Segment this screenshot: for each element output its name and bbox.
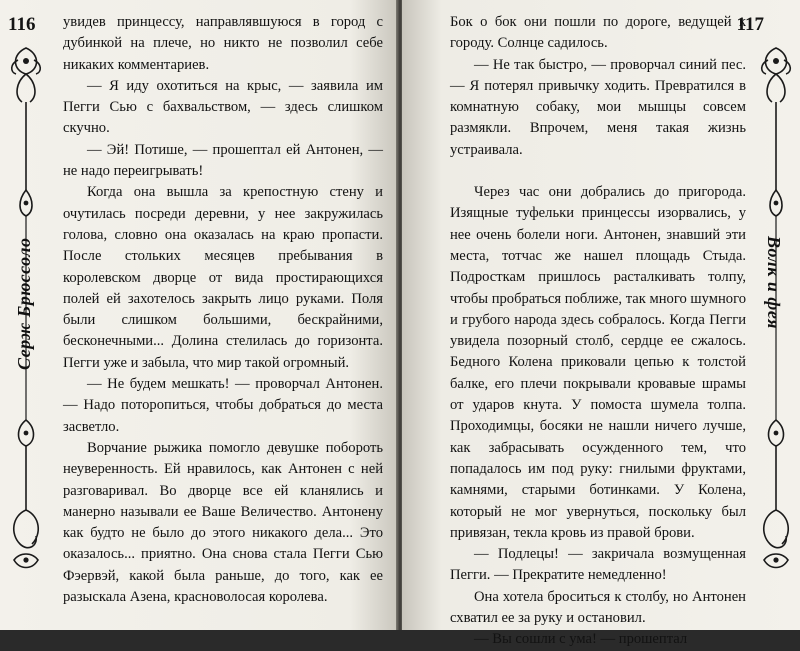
paragraph: — Я иду охотиться на крыс, — заявила им Пегги Сью с бахвальством, — здесь слишком скучно. [63, 77, 383, 137]
left-page-text [63, 12, 383, 608]
paragraph: — Не будем мешкать! — проворчал Антонен. — Надо поторопиться, чтобы добраться до места засветло. [63, 376, 383, 435]
paragraph: Через час они добрались до пригорода. Изящные туфельки принцессы изорвались, у нее очень болели ноги. Антонен, знавший эти места, тотчас же нашел площадь Стыда. Подросткам пришлось расталкивать толпу, чтобы пробраться поближе, так много шумного и грубого народа здесь собралось. Когда Пегги увидела позорный столб, сердце ее сжалось. Бедного Колена приковали цепью к толстой балке, его плечи покрывали кровавые шрамы от ударов кнута. У помоста шумела толпа. Проходимцы, босяки не нашли ничего лучше, как забрасывать осужденного тем, что попадалось им под руку: гнилыми фруктами, камнями, старыми ботинками. У Колена, который не мог увернуться, поскольку был привязан, текла кровь из правой брови. [450, 184, 747, 541]
paragraph: — Не так быстро, — проворчал синий пес. — Я потерял привычку ходить. Превратился в комнатную собаку, мои мышцы совсем размякли. Впрочем, меня такая жизнь устраивала. [450, 56, 746, 158]
paragraph: Ворчание рыжика помогло девушке побороть неуверенность. Ей нравилось, как Антонен с ней разговаривал. Во дворце все ей кланялись и манерно называли ее Ваше Величество. Антонену как будто не было до этого никакого дела... Это оказалось... приятно. Она снова стала Пегги Сью Фэервэй, какой была раньше, до того, как ее разыскала Азена, красноволосая королева. [63, 439, 383, 606]
running-head-title: Волк и фея [764, 236, 784, 330]
paragraph: Она хотела броситься к столбу, но Антонен схватил ее за руку и остановил. [450, 588, 746, 627]
paragraph: увидев принцессу, направлявшуюся в город с дубинкой на плече, но никто не позволил себе никаких комментариев. [63, 14, 383, 73]
right-page-text [450, 12, 746, 651]
paragraph: — Подлецы! — закричала возмущенная Пегги. — Прекратите немедленно! [450, 546, 746, 584]
paragraph: — Вы сошли с ума! — прошептал [474, 631, 688, 648]
page-number-left: 116 [8, 14, 36, 35]
paragraph: Когда она вышла за крепостную стену и очутилась посреди деревни, у нее закружилась голова, словно она оказалась на краю пропасти. После стольких месяцев пребывания в королевском дворце от вида простирающихся полей ей захотелось закрыть лицо руками. Поля были слишком большими, бескрайними, бесконечными... Долина стелилась до горизонта. Пегги уже и забыла, что мир такой огромный. [63, 184, 383, 371]
paragraph: Бок о бок они пошли по дороге, ведущей к городу. Солнце садилось. [450, 14, 746, 52]
left-page [0, 0, 398, 630]
running-head-author: Серж Брюссоло [14, 237, 34, 370]
paragraph: — Эй! Потише, — прошептал ей Антонен, — не надо переигрывать! [63, 141, 383, 180]
page-number-right: 117 [736, 14, 764, 35]
